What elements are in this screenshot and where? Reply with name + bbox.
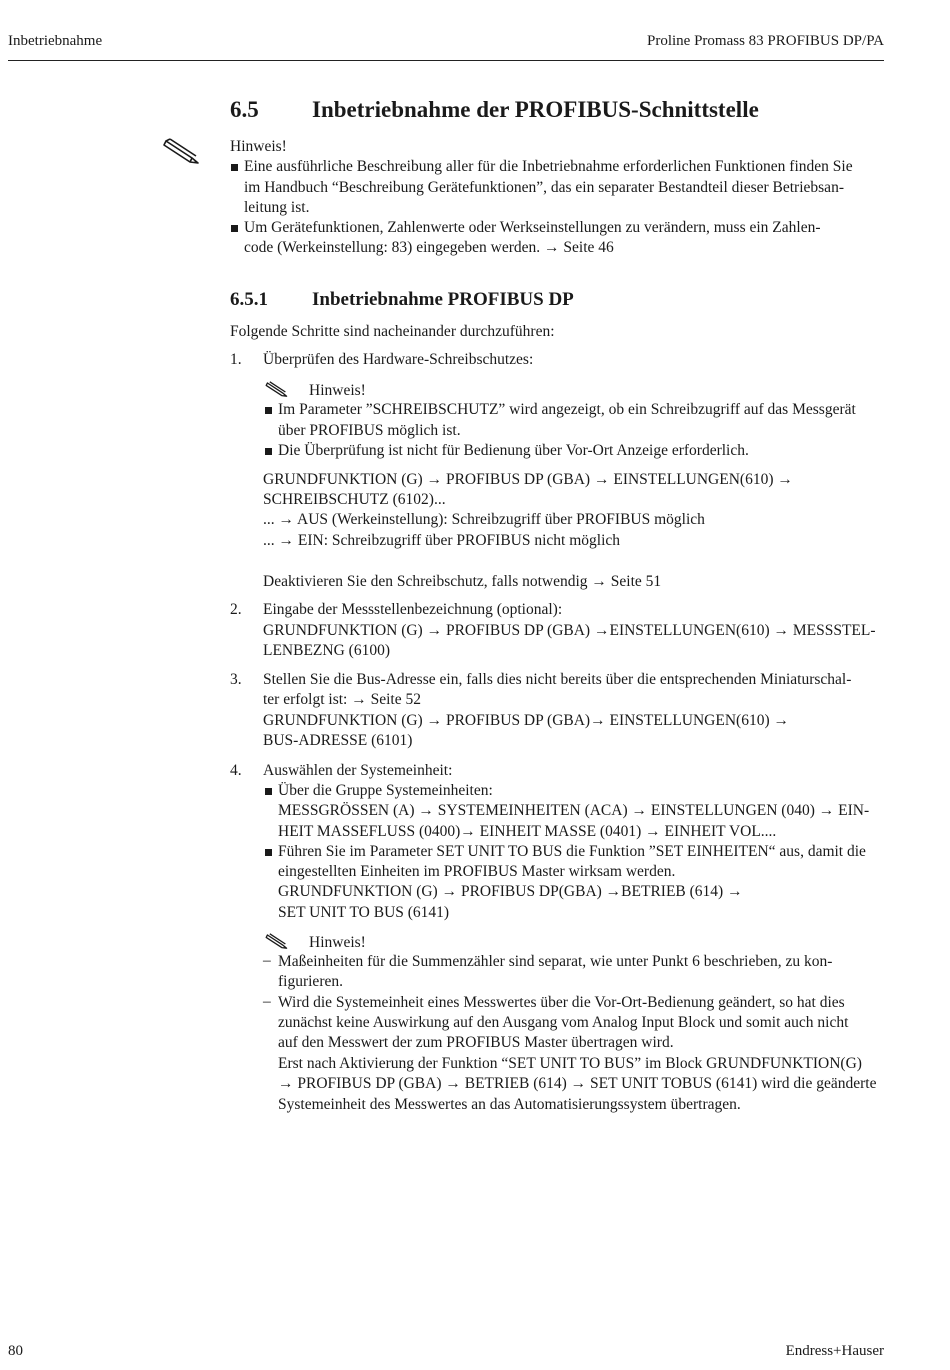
running-header-right: Proline Promass 83 PROFIBUS DP/PA [646,33,884,49]
menu-path: SCHREIBSCHUTZ (6102)... [263,491,446,508]
note-text: im Handbuch “Beschreibung Gerätefunktionen”, das ein separater Bestandteil dieser Betriebsan- [244,179,844,196]
pencil-icon [265,380,289,398]
step-number: 3. [230,671,242,688]
note-text: Um Gerätefunktionen, Zahlenwerte oder Werkseinstellungen zu verändern, muss ein Zahlen- [244,219,821,236]
intro-text: Folgende Schritte sind nacheinander durchzuführen: [230,323,555,340]
step-text: GRUNDFUNKTION (G) → PROFIBUS DP (GBA)→ EINSTELLUNGEN(610) → [263,712,789,729]
body-text: Deaktivieren Sie den Schreibschutz, falls notwendig → Seite 51 [263,573,662,590]
page-number: 80 [8,1343,23,1359]
dash-marker: – [263,952,271,969]
bullet-marker [265,788,272,795]
note-text: Eine ausführliche Beschreibung aller für die Inbetriebnahme erforderlichen Funktionen finden Sie [244,158,853,175]
option-text: ... → AUS (Werkeinstellung): Schreibzugriff über PROFIBUS möglich [263,511,705,528]
note-text: → PROFIBUS DP (GBA) → BETRIEB (614) → SET UNIT TOBUS (6141) wird die geänderte [278,1075,877,1092]
hinweis-label: Hinweis! [309,382,366,399]
note-text: leitung ist. [244,199,310,216]
bullet-marker [265,849,272,856]
pencil-icon [265,932,289,950]
section-heading [230,97,759,123]
section-title: Inbetriebnahme der PROFIBUS-Schnittstelle [312,97,759,122]
note-text: code (Werkeinstellung: 83) eingegeben werden. → Seite 46 [244,239,614,256]
hinweis-note [265,932,366,953]
step-text: Über die Gruppe Systemeinheiten: [278,782,493,799]
step-number: 4. [230,762,242,779]
hinweis-label: Hinweis! [309,934,366,951]
bullet-marker [265,448,272,455]
menu-path: HEIT MASSEFLUSS (0400)→ EINHEIT MASSE (0401) → EINHEIT VOL.... [278,823,777,840]
note-text: Die Überprüfung ist nicht für Bedienung über Vor-Ort Anzeige erforderlich. [278,442,749,459]
subsection-title: Inbetriebnahme PROFIBUS DP [312,289,574,310]
step-text: Führen Sie im Parameter SET UNIT TO BUS die Funktion ”SET EINHEITEN“ aus, damit die [278,843,866,860]
note-text: auf den Messwert der zum PROFIBUS Master übertragen wird. [278,1034,674,1051]
pencil-icon [162,136,202,166]
menu-path: GRUNDFUNKTION (G) → PROFIBUS DP(GBA) →BETRIEB (614) → [278,883,743,900]
bullet-marker [231,225,238,232]
hinweis-label: Hinweis! [230,138,287,155]
step-title: Auswählen der Systemeinheit: [263,762,453,779]
note-text: Wird die Systemeinheit eines Messwertes über die Vor-Ort-Bedienung geändert, so hat dies [278,994,845,1011]
note-text: zunächst keine Auswirkung auf den Ausgang vom Analog Input Block und somit auch nicht [278,1014,849,1031]
option-text: ... → EIN: Schreibzugriff über PROFIBUS nicht möglich [263,532,621,549]
menu-path: MESSGRÖSSEN (A) → SYSTEMEINHEITEN (ACA) → EINSTELLUNGEN (040) → EIN- [278,802,870,819]
note-text: figurieren. [278,973,343,990]
hinweis-note [265,380,366,401]
brand-name: Endress+Hauser [785,1343,884,1359]
running-header-left: Inbetriebnahme [8,33,103,49]
bullet-marker [231,164,238,171]
menu-path: GRUNDFUNKTION (G) → PROFIBUS DP (GBA) → EINSTELLUNGEN(610) → [263,471,793,488]
step-title: Überprüfen des Hardware-Schreibschutzes: [263,351,534,368]
note-text: Erst nach Aktivierung der Funktion “SET UNIT TO BUS” im Block GRUNDFUNKTION(G) [278,1055,862,1072]
note-text: über PROFIBUS möglich ist. [278,422,461,439]
dash-marker: – [263,993,271,1010]
step-number: 2. [230,601,242,618]
note-text: Maßeinheiten für die Summenzähler sind separat, wie unter Punkt 6 beschrieben, zu kon- [278,953,833,970]
section-number: 6.5 [230,97,259,122]
bullet-marker [265,407,272,414]
step-text: eingestellten Einheiten im PROFIBUS Master wirksam werden. [278,863,676,880]
step-text: GRUNDFUNKTION (G) → PROFIBUS DP (GBA) →EINSTELLUNGEN(610) → MESSSTEL- [263,622,876,639]
header-rule [8,60,884,61]
step-text: LENBEZNG (6100) [263,642,390,659]
note-text: Im Parameter ”SCHREIBSCHUTZ” wird angezeigt, ob ein Schreibzugriff auf das Messgerät [278,401,856,418]
step-text: Eingabe der Messstellenbezeichnung (optional): [263,601,563,618]
step-text: Stellen Sie die Bus-Adresse ein, falls dies nicht bereits über die entsprechenden Miniaturschal- [263,671,852,688]
step-text: ter erfolgt ist: → Seite 52 [263,691,421,708]
step-text: BUS-ADRESSE (6101) [263,732,413,749]
step-number: 1. [230,351,242,368]
menu-path: SET UNIT TO BUS (6141) [278,904,450,921]
subsection-number: 6.5.1 [230,289,268,310]
subsection-heading [230,289,574,311]
note-text: Systemeinheit des Messwertes an das Automatisierungssystem übertragen. [278,1096,741,1113]
